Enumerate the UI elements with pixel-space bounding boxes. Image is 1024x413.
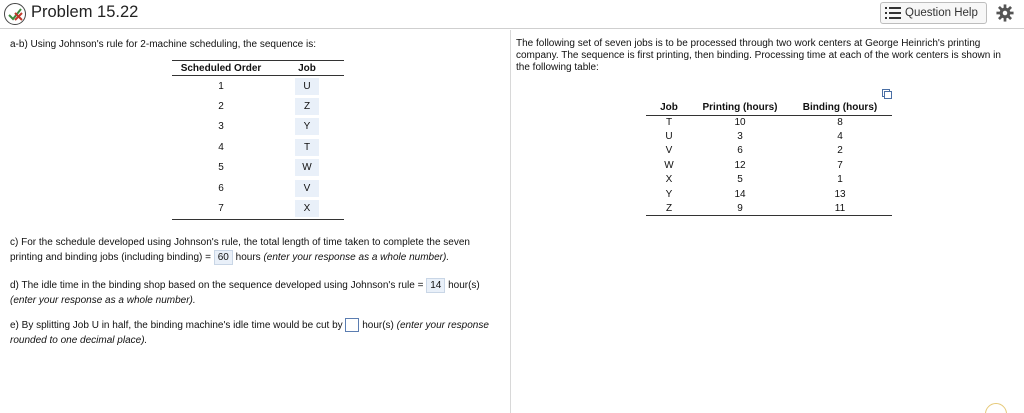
part-e-question xyxy=(10,318,505,348)
job-answer-cell[interactable]: T xyxy=(295,139,319,156)
binding-cell: 11 xyxy=(788,201,892,215)
schedule-table xyxy=(172,60,344,220)
order-cell: 2 xyxy=(218,100,224,112)
order-cell: 3 xyxy=(218,121,224,133)
column-header: Job xyxy=(646,100,692,115)
column-header: Scheduled Order xyxy=(172,61,270,76)
part-d-text: d) The idle time in the binding shop based on the sequence developed using Johnson's rule = xyxy=(10,280,427,291)
job-answer-cell[interactable]: U xyxy=(295,78,319,95)
part-d-question xyxy=(10,278,505,308)
partial-credit-icon xyxy=(4,3,26,25)
part-ab-intro: a-b) Using Johnson's rule for 2-machine scheduling, the sequence is: xyxy=(10,39,316,50)
job-answer-cell[interactable]: V xyxy=(295,180,319,197)
list-icon xyxy=(885,7,901,19)
job-answer-cell[interactable]: Y xyxy=(295,118,319,135)
job-cell: W xyxy=(664,159,674,171)
gear-icon[interactable] xyxy=(996,4,1014,22)
column-header: Binding (hours) xyxy=(788,100,892,115)
printing-cell: 14 xyxy=(734,188,746,200)
table-row xyxy=(172,137,344,158)
table-row xyxy=(172,199,344,220)
binding-cell: 2 xyxy=(837,145,843,157)
printing-cell: 6 xyxy=(737,145,743,157)
header-bar xyxy=(0,0,1024,29)
column-header: Job xyxy=(270,61,344,76)
part-d-answer[interactable]: 14 xyxy=(426,278,445,293)
order-cell: 5 xyxy=(218,162,224,174)
help-widget-icon[interactable] xyxy=(985,403,1007,413)
binding-cell: 1 xyxy=(837,174,843,186)
part-e-hint: (enter your response rounded to one decimal place). xyxy=(10,320,489,346)
job-answer-cell[interactable]: W xyxy=(295,159,319,176)
table-row xyxy=(172,117,344,138)
table-row xyxy=(646,173,892,187)
job-cell: X xyxy=(665,174,673,186)
job-answer-cell[interactable]: Z xyxy=(295,98,319,115)
table-row xyxy=(172,178,344,199)
table-row xyxy=(172,76,344,97)
job-cell: Y xyxy=(665,188,673,200)
order-cell: 7 xyxy=(172,199,270,220)
printing-cell: 10 xyxy=(734,116,746,128)
processing-time-table xyxy=(646,100,892,216)
table-row xyxy=(646,115,892,129)
printing-cell: 5 xyxy=(737,174,743,186)
binding-cell: 7 xyxy=(837,159,843,171)
binding-cell: 13 xyxy=(834,188,846,200)
problem-description: The following set of seven jobs is to be processed through two work centers at George Heinrich's printing company. The sequence is first printing, then binding. Processing time at each of the work centers is shown in the following table: xyxy=(516,38,1001,73)
part-c-text: c) For the schedule developed using Johnson's rule, the total length of time taken to complete the seven printing and binding jobs (including binding) = xyxy=(10,237,470,263)
question-help-label: Question Help xyxy=(905,7,978,19)
part-d-unit: hour(s) xyxy=(445,280,480,291)
part-e-answer-input[interactable] xyxy=(345,318,359,332)
table-row xyxy=(172,158,344,179)
part-c-question xyxy=(10,235,505,265)
table-row xyxy=(646,158,892,172)
order-cell: 1 xyxy=(218,80,224,92)
part-c-hint: (enter your response as a whole number). xyxy=(263,252,450,263)
column-header: Printing (hours) xyxy=(692,100,788,115)
part-c-unit: hours xyxy=(232,252,264,263)
part-d-hint: (enter your response as a whole number). xyxy=(10,295,196,306)
job-cell: V xyxy=(665,145,673,157)
pane-divider[interactable] xyxy=(510,30,511,413)
question-help-button[interactable] xyxy=(880,2,987,24)
printing-cell: 9 xyxy=(692,201,788,215)
job-cell: T xyxy=(665,116,673,128)
printing-cell: 12 xyxy=(734,159,746,171)
table-row xyxy=(646,201,892,215)
printing-cell: 3 xyxy=(737,131,743,143)
order-cell: 6 xyxy=(218,182,224,194)
table-row xyxy=(646,129,892,143)
job-cell: U xyxy=(665,131,673,143)
part-e-text: e) By splitting Job U in half, the binding machine's idle time would be cut by xyxy=(10,320,346,331)
binding-cell: 4 xyxy=(837,131,843,143)
job-cell: Z xyxy=(646,201,692,215)
part-c-answer[interactable]: 60 xyxy=(214,250,233,265)
page-title: Problem 15.22 xyxy=(31,3,139,21)
table-row xyxy=(646,187,892,201)
order-cell: 4 xyxy=(218,141,224,153)
table-row xyxy=(172,96,344,117)
part-e-unit: hour(s) xyxy=(359,320,397,331)
copy-table-icon[interactable] xyxy=(882,89,892,99)
job-answer-cell[interactable]: X xyxy=(295,200,319,217)
binding-cell: 8 xyxy=(837,116,843,128)
table-row xyxy=(646,144,892,158)
